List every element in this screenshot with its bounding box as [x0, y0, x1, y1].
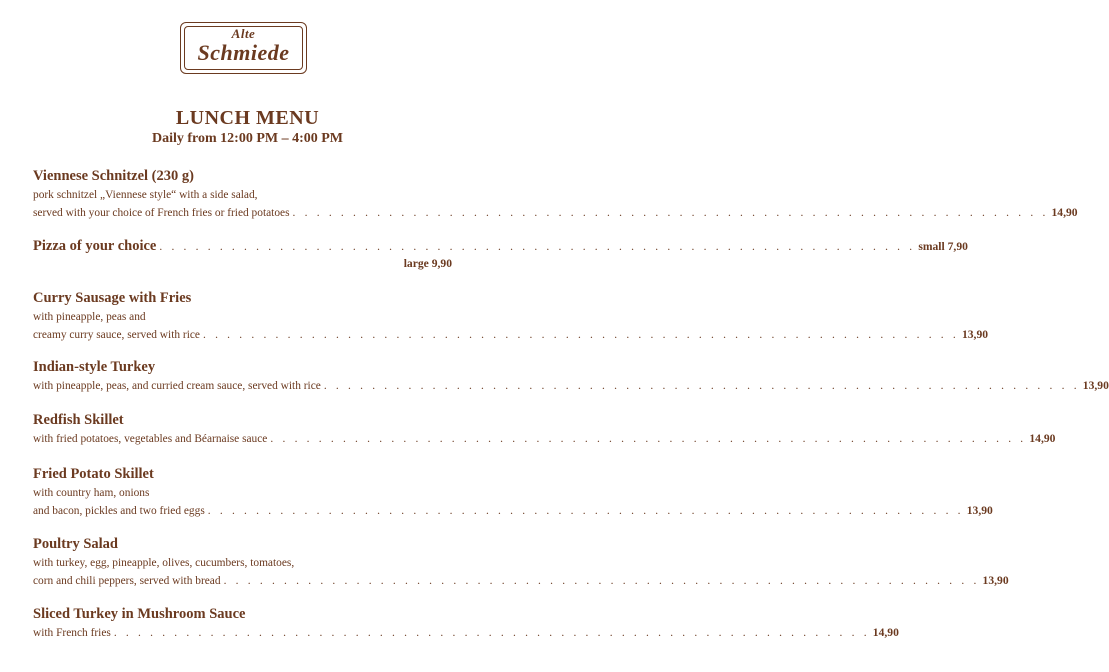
item-name: Curry Sausage with Fries [33, 290, 192, 306]
item-description: with fried potatoes, vegetables and Béarnaise sauce [33, 433, 268, 445]
menu-item-sliced-turkey [33, 604, 899, 642]
item-description: with pineapple, peas, and curried cream sauce, served with rice [33, 380, 321, 392]
item-description: and bacon, pickles and two fried eggs [33, 505, 205, 518]
item-price: 14,90 [1029, 432, 1056, 445]
leader-dots: . . . . . . . . . . . . . . . . . . . . . . . . . . . . . . . . . . . . . . . . . . . . . . . . . . . . . . . . . . . . . . . [223, 575, 980, 588]
menu-title: LUNCH MENU [175, 107, 320, 129]
leader-dots: . . . . . . . . . . . . . . . . . . . . . . . . . . . . . . . . . . . . . . . . . . . . . . . . . . . . . . . . . . . . . . . [202, 329, 959, 342]
menu-item-curry-sausage [33, 288, 989, 344]
item-price: 13,90 [982, 574, 1009, 588]
menu-item-viennese-schnitzel [33, 166, 1078, 222]
item-price: 13,90 [1082, 379, 1109, 392]
item-description: with turkey, egg, pineapple, olives, cucumbers, tomatoes, [33, 557, 295, 569]
item-description: creamy curry sauce, served with rice [33, 329, 200, 342]
menu-subtitle: Daily from 12:00 PM – 4:00 PM [151, 131, 344, 146]
item-name: Pizza of your choice [33, 238, 157, 254]
item-name: Redfish Skillet [33, 412, 124, 428]
menu-item-fried-potato-skillet [33, 464, 993, 520]
item-description: with country ham, onions [33, 487, 150, 499]
item-name: Poultry Salad [33, 536, 118, 552]
item-description: corn and chili peppers, served with bread [33, 575, 221, 588]
item-price: 13,90 [966, 504, 993, 518]
item-name: Viennese Schnitzel (230 g) [33, 168, 194, 184]
item-name: Fried Potato Skillet [33, 466, 154, 482]
leader-dots: . . . . . . . . . . . . . . . . . . . . . . . . . . . . . . . . . . . . . . . . . . . . . . . . . . . . . . . . . . . . . . . [159, 241, 916, 253]
item-description: with pineapple, peas and [33, 311, 146, 323]
menu-item-pizza [33, 236, 968, 272]
menu-item-indian-turkey [33, 357, 1109, 395]
item-price: 13,90 [961, 328, 989, 342]
item-description: served with your choice of French fries or fried potatoes [33, 207, 290, 220]
logo-line-1: Alte [231, 26, 256, 41]
leader-dots: . . . . . . . . . . . . . . . . . . . . . . . . . . . . . . . . . . . . . . . . . . . . . . . . . . . . . . . . . . . . . . . [207, 505, 964, 518]
item-price-small: small 7,90 [918, 240, 968, 253]
menu-item-poultry-salad [33, 534, 1009, 590]
menu-item-redfish-skillet [33, 410, 1056, 448]
item-description: with French fries [33, 627, 111, 639]
item-price: 14,90 [1051, 206, 1078, 220]
item-price: 14,90 [872, 626, 899, 639]
item-description: pork schnitzel „Viennese style“ with a side salad, [33, 189, 258, 201]
leader-dots: . . . . . . . . . . . . . . . . . . . . . . . . . . . . . . . . . . . . . . . . . . . . . . . . . . . . . . . . . . . . . . . [270, 433, 1027, 445]
leader-dots: . . . . . . . . . . . . . . . . . . . . . . . . . . . . . . . . . . . . . . . . . . . . . . . . . . . . . . . . . . . . . . . [113, 627, 870, 639]
item-name: Indian-style Turkey [33, 359, 156, 375]
restaurant-logo [180, 22, 307, 74]
item-name: Sliced Turkey in Mushroom Sauce [33, 606, 246, 622]
logo-line-2: Schmiede [197, 40, 290, 65]
leader-dots: . . . . . . . . . . . . . . . . . . . . . . . . . . . . . . . . . . . . . . . . . . . . . . . . . . . . . . . . . . . . . . . [292, 207, 1049, 220]
leader-dots: . . . . . . . . . . . . . . . . . . . . . . . . . . . . . . . . . . . . . . . . . . . . . . . . . . . . . . . . . . . . . . . [323, 380, 1080, 392]
item-price-large: large 9,90 [403, 257, 452, 270]
